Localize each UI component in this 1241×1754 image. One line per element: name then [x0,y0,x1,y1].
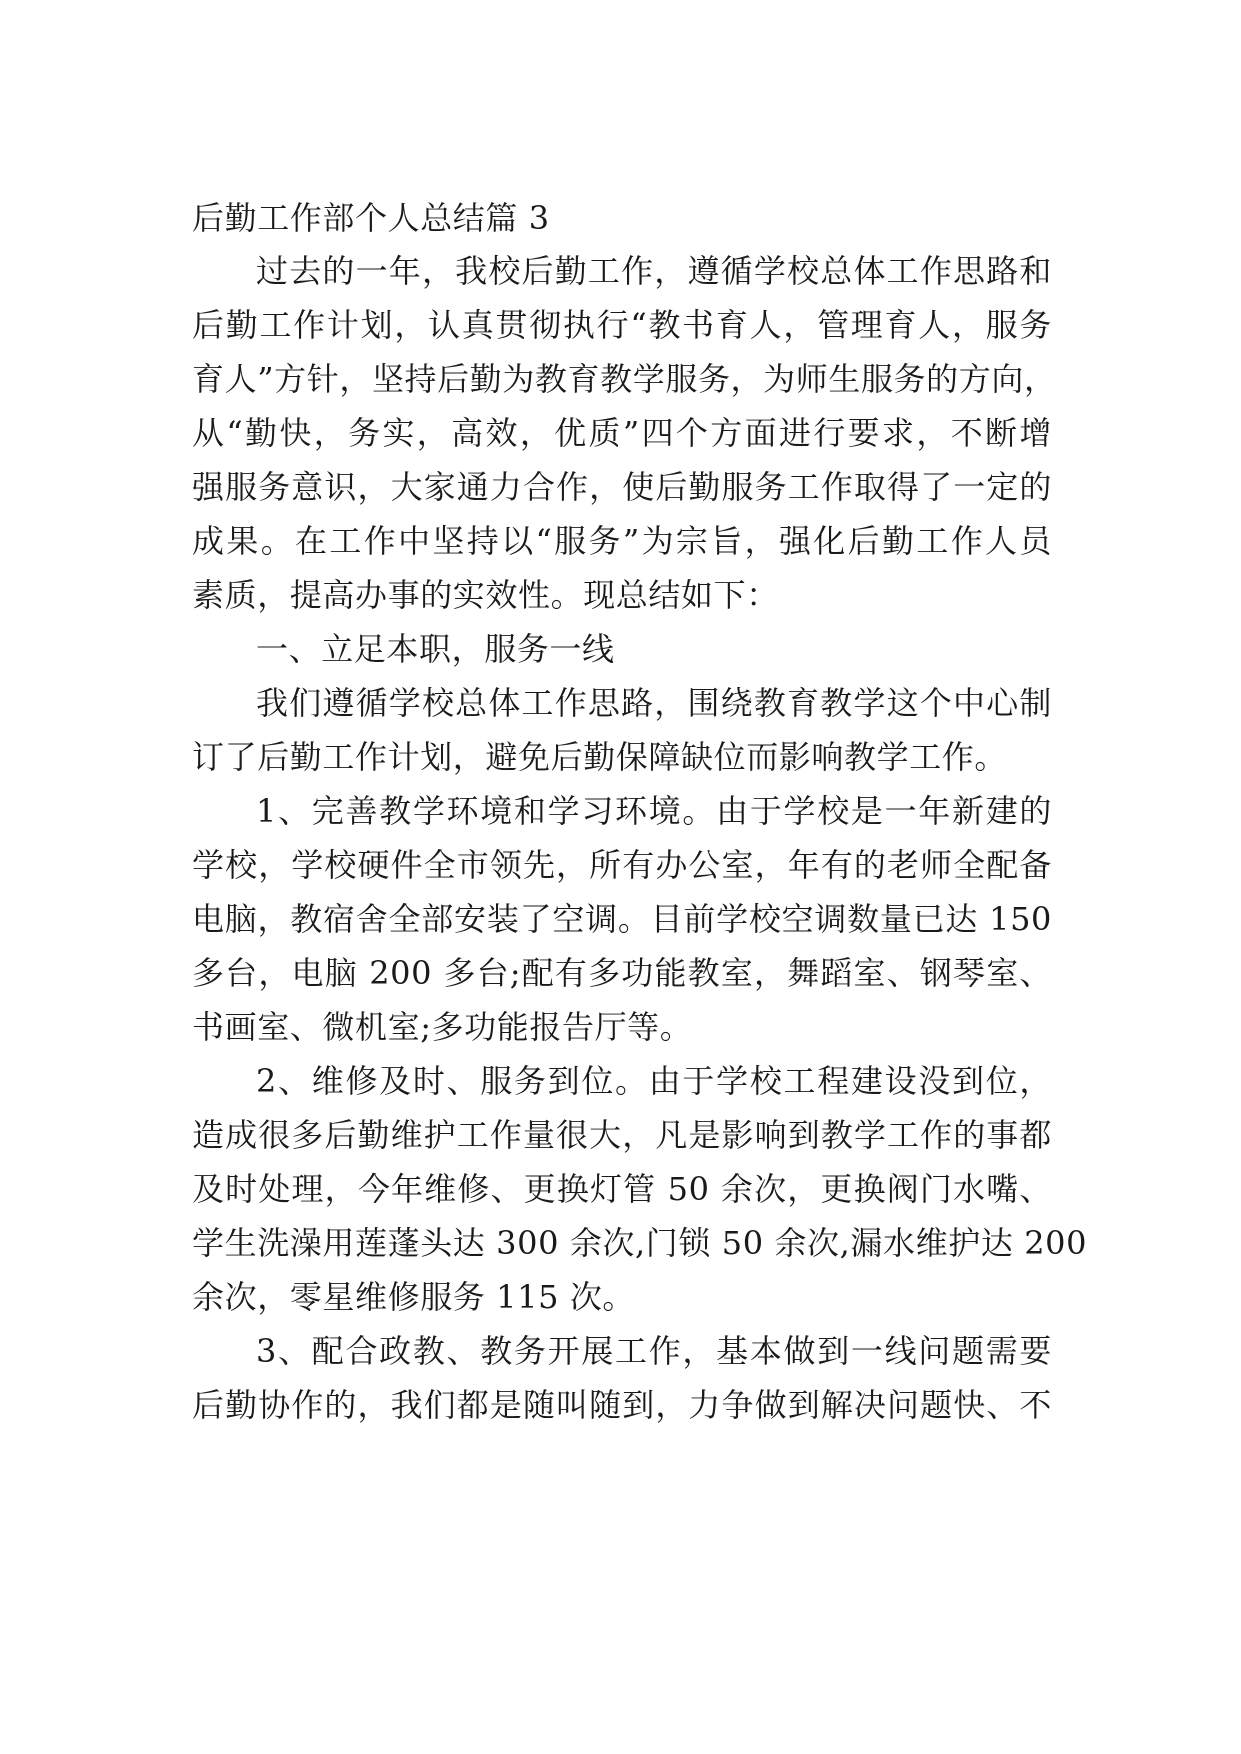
document-title: 后勤工作部个人总结篇 3 [192,199,550,237]
paragraph-line: 余次，零星维修服务 115 次。 [192,1278,636,1316]
section-heading: 一、立足本职，服务一线 [256,630,615,668]
paragraph-line: 强服务意识，大家通力合作，使后勤服务工作取得了一定的 [192,468,1052,506]
paragraph-line: 电脑，教宿舍全部安装了空调。目前学校空调数量已达 150 [192,900,1052,938]
paragraph-line: 3、配合政教、教务开展工作，基本做到一线问题需要 [256,1332,1052,1370]
paragraph-line: 育人”方针，坚持后勤为教育教学服务，为师生服务的方向， [192,360,1057,398]
paragraph-line: 订了后勤工作计划，避免后勤保障缺位而影响教学工作。 [192,738,1008,776]
paragraph-line: 后勤工作计划，认真贯彻执行“教书育人，管理育人，服务 [192,306,1052,344]
paragraph-line: 从“勤快，务实，高效，优质”四个方面进行要求，不断增 [192,414,1052,452]
paragraph-line: 多台，电脑 200 多台;配有多功能教室，舞蹈室、钢琴室、 [192,954,1052,992]
paragraph-line: 成果。在工作中坚持以“服务”为宗旨，强化后勤工作人员 [192,522,1052,560]
paragraph-line: 后勤协作的，我们都是随叫随到，力争做到解决问题快、不 [192,1386,1052,1424]
paragraph-line: 造成很多后勤维护工作量很大，凡是影响到教学工作的事都 [192,1116,1052,1154]
paragraph-line: 书画室、微机室;多功能报告厅等。 [192,1008,693,1046]
paragraph-line: 及时处理，今年维修、更换灯管 50 余次，更换阀门水嘴、 [192,1170,1052,1208]
paragraph-line: 素质，提高办事的实效性。现总结如下： [192,576,779,614]
paragraph-line: 过去的一年，我校后勤工作，遵循学校总体工作思路和 [256,252,1052,290]
paragraph-line: 学校，学校硬件全市领先，所有办公室，年有的老师全配备 [192,846,1052,884]
paragraph-line: 1、完善教学环境和学习环境。由于学校是一年新建的 [256,792,1052,830]
paragraph-line: 2、维修及时、服务到位。由于学校工程建设没到位， [256,1062,1052,1100]
paragraph-line: 我们遵循学校总体工作思路，围绕教育教学这个中心制 [256,684,1052,722]
paragraph-line: 学生洗澡用莲蓬头达 300 余次,门锁 50 余次,漏水维护达 200 [192,1224,1088,1262]
